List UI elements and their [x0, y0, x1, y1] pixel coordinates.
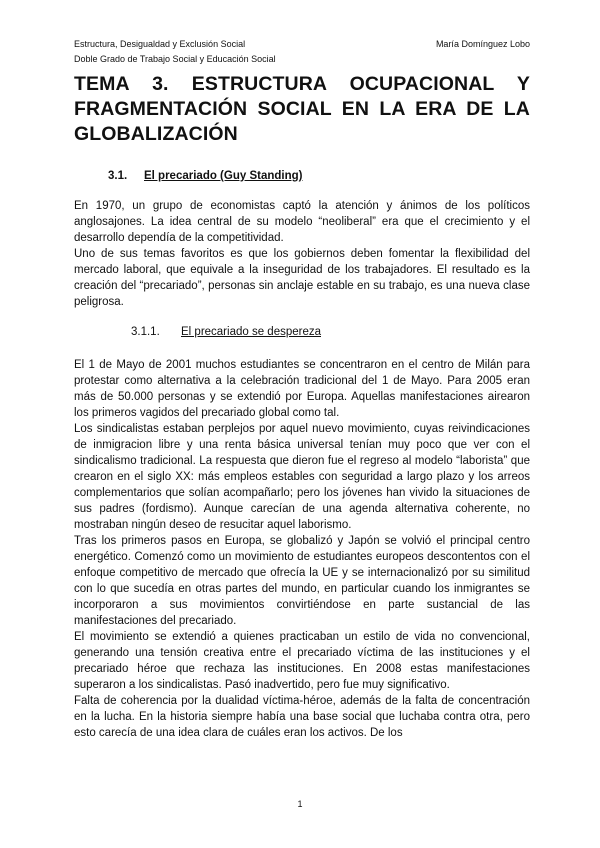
section-number: 3.1. — [108, 170, 128, 182]
paragraph: Tras los primeros pasos en Europa, se globalizó y Japón se volvió el principal centro energético. Comenzó como un movimiento de estudiantes europeos descontentos con el enfoque competitivo de mercado que ofrecía la UE y se internacionalizó por su similitud con lo que sucedía en otras partes del mundo, en particular cuando los inmigrantes se incorporaron a sus movimientos convirtiéndose en parte sustancial de las manifestaciones del precariado. — [74, 535, 530, 627]
subsection-number: 3.1.1. — [131, 326, 160, 338]
subsection-heading — [131, 324, 321, 340]
header-degree: Doble Grado de Trabajo Social y Educación Social — [74, 54, 276, 64]
paragraph: En 1970, un grupo de economistas captó la atención y ánimos de los políticos anglosajones. La idea central de su modelo “neoliberal” era que el crecimiento y el desarrollo dependía de la competitividad. — [74, 200, 530, 244]
paragraph: Los sindicalistas estaban perplejos por aquel nuevo movimiento, cuyas reivindicaciones de inmigracion libre y una renta básica universal tenían muy poco que ver con el sindicalismo tradicional. La respuesta que dieron fue el regreso al modelo “laborista” que crearon en el siglo XX: más empleos estables con seguridad a largo plazo y los arreos complementarios que solían acompañarlo; pero los jóvenes han vivido la situaciones de sus padres (fordismo). Aunque carecían de una agenda alternativa coherente, no mostraban ningún deseo de resucitar aquel laborismo. — [74, 423, 530, 531]
page-header — [74, 37, 530, 67]
section-heading — [108, 168, 302, 184]
paragraph: El 1 de Mayo de 2001 muchos estudiantes se concentraron en el centro de Milán para protestar como alternativa a la celebración tradicional del 1 de Mayo. Para 2005 eran más de 50.000 personas y se extendió por Europa. Aquellas manifestaciones airearon los primeros vagidos del precariado global como tal. — [74, 359, 530, 419]
header-author: María Domínguez Lobo — [435, 39, 530, 49]
paragraph: El movimiento se extendió a quienes practicaban un estilo de vida no convencional, generando una tensión creativa entre el precariado víctima de las instituciones y el precariado héroe que rechaza las instituciones. En 2008 estas manifestaciones superaron a los sindicalistas. Pasó inadvertido, pero fue muy significativo. — [74, 631, 530, 691]
chapter-title: TEMA 3. ESTRUCTURA OCUPACIONAL Y FRAGMENTACIÓN SOCIAL EN LA ERA DE LA GLOBALIZACIÓN — [74, 73, 530, 145]
header-course-title: Estructura, Desigualdad y Exclusión Social — [74, 39, 246, 49]
subsection-title: El precariado se despereza — [181, 326, 321, 338]
body-text — [74, 357, 530, 741]
paragraph: Uno de sus temas favoritos es que los gobiernos deben fomentar la flexibilidad del mercado laboral, que equivale a la inseguridad de los trabajadores. El resultado es la creación del “precariado”, personas sin anclaje estable en su trabajo, es una nueva clase peligrosa. — [74, 248, 530, 308]
section-title: El precariado (Guy Standing) — [144, 170, 303, 182]
intro-text — [74, 198, 530, 310]
paragraph: Falta de coherencia por la dualidad víctima-héroe, además de la falta de concentración en la lucha. En la historia siempre había una base social que luchaba contra otra, pero esto carecía de una idea clara de cuáles eran los activos. De los — [74, 695, 530, 739]
page-number: 1 — [297, 799, 303, 809]
